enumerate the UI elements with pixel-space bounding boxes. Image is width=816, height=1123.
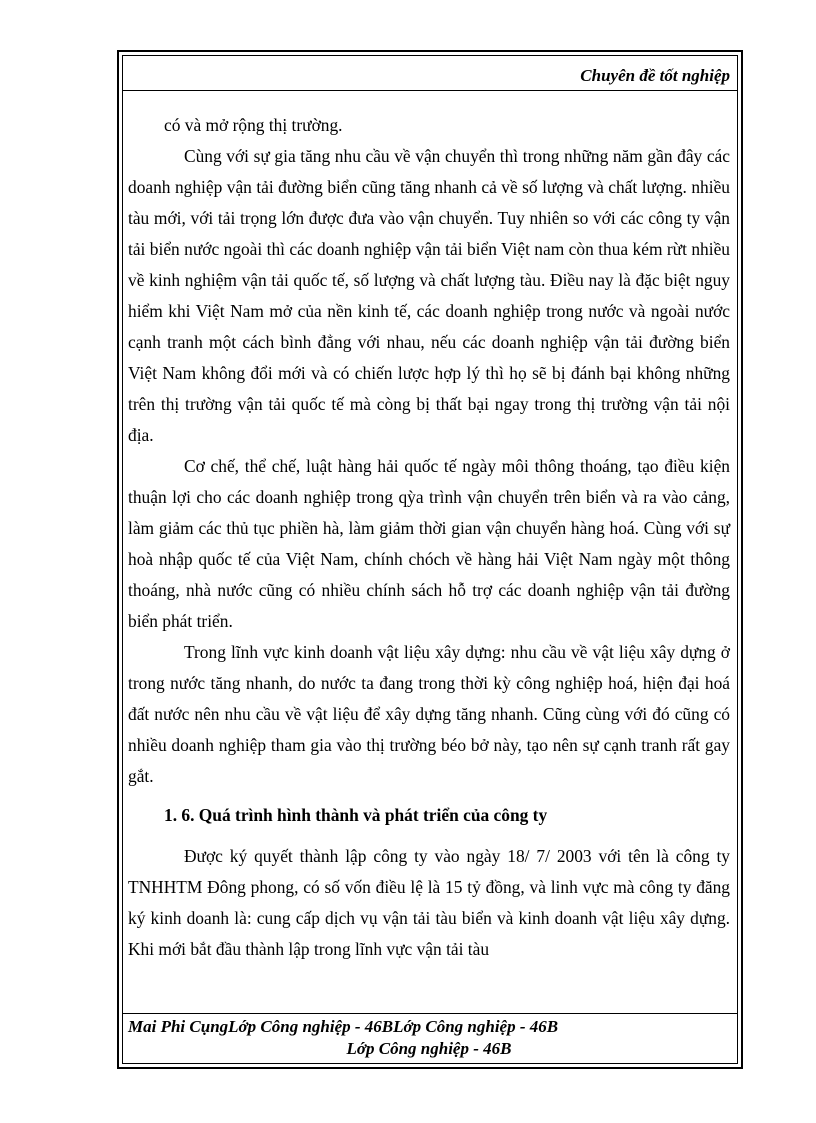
header-rule [122, 90, 738, 91]
paragraph-construction-materials: Trong lĩnh vực kinh doanh vật liệu xây dựng: nhu cầu về vật liệu xây dựng ở trong nước tăng nhanh, do nước ta đang trong thời kỳ công nghiệp hoá, hiện đại hoá đất nước nên nhu cầu về vật liệu để xây dựng tăng nhanh. Cũng cùng với đó cũng có nhiều doanh nghiệp tham gia vào thị trường béo bở này, tạo nên sự cạnh tranh rất gay gắt. [128, 642, 730, 786]
paragraph-company-history: Được ký quyết thành lập công ty vào ngày 18/ 7/ 2003 với tên là công ty TNHHTM Đông phong, có số vốn điều lệ là 15 tỷ đồng, và linh vực mà công ty đăng ký kinh doanh là: cung cấp dịch vụ vận tải tàu biển và kinh doanh vật liệu xây dựng. Khi mới bắt đầu thành lập trong lĩnh vực vận tải tàu [128, 846, 730, 959]
paragraph-maritime-regulation: Cơ chế, thể chế, luật hàng hải quốc tế ngày môi thông thoáng, tạo điều kiện thuận lợi cho các doanh nghiệp trong qỳa trình vận chuyển trên biển và ra vào cảng, làm giảm các thủ tục phiền hà, làm giảm thời gian vận chuyển hàng hoá. Cùng với sự hoà nhập quốc tế của Việt Nam, chính chóch về hàng hải Việt Nam ngày một thông thoáng, nhà nước cũng có nhiều chính sách hỗ trợ các doanh nghiệp vận tải đường biển phát triển. [128, 456, 730, 631]
paragraph-continuation: có và mở rộng thị trường. [164, 115, 343, 135]
footer-rule [122, 1013, 738, 1014]
document-body [128, 110, 730, 965]
section-heading: 1. 6. Quá trình hình thành và phát triển của công ty [164, 805, 548, 825]
footer-class: Lớp Công nghiệp - 46B [346, 1039, 512, 1058]
footer-author: Mai Phi CụngLớp Công nghiệp - 46BLớp Công nghiệp - 46B [128, 1017, 559, 1036]
paragraph-shipping-demand: Cùng với sự gia tăng nhu cầu về vận chuyển thì trong những năm gần đây các doanh nghiệp vận tải đường biển cũng tăng nhanh cả về số lượng và chất lượng. nhiều tàu mới, với tải trọng lớn được đưa vào vận chuyển. Tuy nhiên so với các công ty vận tải biển nước ngoài thì các doanh nghiệp vận tải biển Việt nam còn thua kém rừt nhiều về kinh nghiệm vận tải quốc tế, số lượng và chất lượng tàu. Điều nay là đặc biệt nguy hiểm khi Việt Nam mở của nền kinh tế, các doanh nghiệp trong nước và ngoài nước cạnh tranh một cách bình đẳng với nhau, nếu các doanh nghiệp vận tải đường biển Việt Nam không đổi mới và có chiến lược hợp lý thì họ sẽ bị đánh bại không những trên thị trường vận tải quốc tế mà còng bị thất bại ngay trong thị trường vận tải nội địa. [128, 146, 730, 445]
header-title: Chuyên đề tốt nghiệp [580, 66, 730, 85]
